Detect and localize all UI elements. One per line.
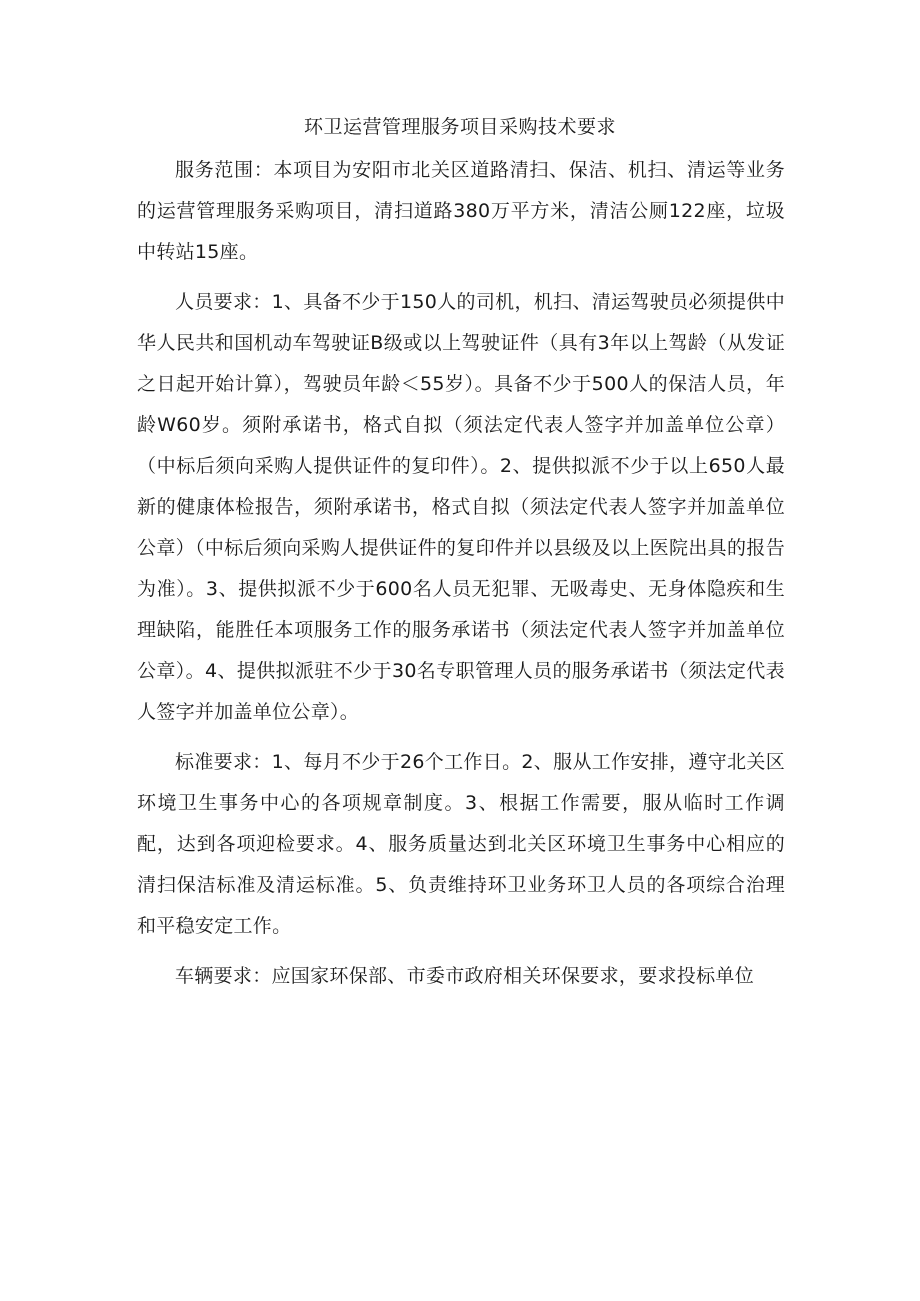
paragraph-personnel-requirements: 人员要求：1、具备不少于150人的司机，机扫、清运驾驶员必须提供中华人民共和国机动车驾驶证B级或以上驾驶证件（具有3年以上驾龄（从发证之日起开始计算），驾驶员年龄＜55岁）。具备不少于500人的保洁人员，年龄W60岁。须附承诺书，格式自拟（须法定代表人签字并加盖单位公章）（中标后须向采购人提供证件的复印件）。2、提供拟派不少于以上650人最新的健康体检报告，须附承诺书，格式自拟（须法定代表人签字并加盖单位公章）（中标后须向采购人提供证件的复印件并以县级及以上医院出具的报告为准）。3、提供拟派不少于600名人员无犯罪、无吸毒史、无身体隐疾和生理缺陷，能胜任本项服务工作的服务承诺书（须法定代表人签字并加盖单位公章）。4、提供拟派驻不少于30名专职管理人员的服务承诺书（须法定代表人签字并加盖单位公章）。 bbox=[137, 291, 785, 723]
paragraph-standard-requirements: 标准要求：1、每月不少于26个工作日。2、服从工作安排，遵守北关区环境卫生事务中心的各项规章制度。3、根据工作需要，服从临时工作调配，达到各项迎检要求。4、服务质量达到北关区环境卫生事务中心相应的清扫保洁标准及清运标准。5、负责维持环卫业务环卫人员的各项综合治理和平稳安定工作。 bbox=[137, 751, 785, 937]
paragraph-service-scope: 服务范围：本项目为安阳市北关区道路清扫、保洁、机扫、清运等业务的运营管理服务采购项目，清扫道路380万平方米，清洁公厕122座，垃圾中转站15座。 bbox=[137, 159, 785, 263]
document-title: 环卫运营管理服务项目采购技术要求 bbox=[303, 116, 616, 138]
paragraph-vehicle-requirements: 车辆要求：应国家环保部、市委市政府相关环保要求，要求投标单位 bbox=[175, 965, 755, 987]
document-body bbox=[137, 150, 785, 1006]
